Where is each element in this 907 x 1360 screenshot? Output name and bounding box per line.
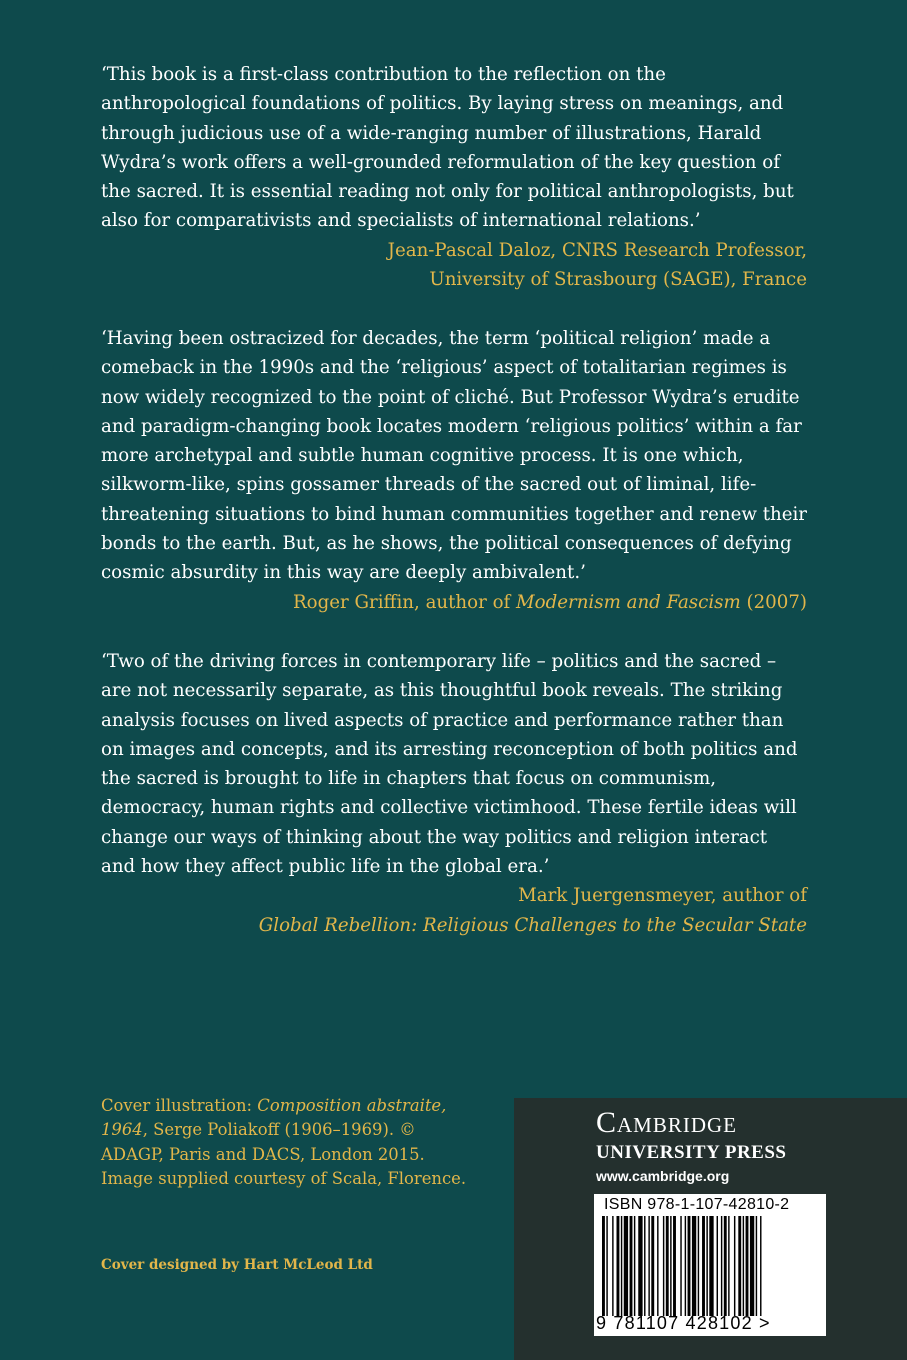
barcode-bar: [698, 1216, 699, 1316]
barcode-bar: [670, 1216, 671, 1316]
barcode-bar: [738, 1216, 741, 1316]
barcode-bar: [638, 1216, 642, 1316]
barcode-bar: [666, 1216, 669, 1316]
barcode-bar: [746, 1216, 749, 1316]
cover-illustration-credit: [101, 1094, 481, 1191]
barcode-bar: [673, 1216, 676, 1316]
barcode-bar: [692, 1216, 696, 1316]
barcode-bar: [648, 1216, 649, 1316]
attribution-book-title: Modernism and Fascism: [516, 591, 741, 613]
quote-text: ‘Two of the driving forces in contemporary life – politics and the sacred – are not necessarily separate, as this thoughtful book reveals. The striking analysis focuses on lived aspects of practice and performance rather than on images and concepts, and its arresting reconception of both politics and the sacred is brought to life in chapters that focus on communism, democracy, human rights and collective victimhood. These fertile ideas will change our ways of thinking about the way politics and religion interact and how they affect public life in the global era.’: [101, 651, 798, 878]
quote-attribution: [101, 588, 807, 617]
barcode-bar: [717, 1216, 718, 1316]
publisher-subtitle: UNIVERSITY PRESS: [596, 1142, 787, 1163]
barcode-bar: [630, 1216, 633, 1316]
quote-attribution-line: Jean-Pascal Daloz, CNRS Research Professor,: [387, 239, 807, 261]
barcode-bar: [617, 1216, 620, 1316]
barcode-bar: [760, 1216, 761, 1316]
barcode-bar: [651, 1216, 654, 1316]
barcode-bars: [602, 1216, 816, 1316]
isbn-label: ISBN 978-1-107-42810-2: [604, 1196, 790, 1213]
barcode-bar: [702, 1216, 705, 1316]
credit-details: , Serge Poliakoff (1906–1969). © ADAGP, Paris and DACS, London 2015. Image supplied courtesy of Scala, Florence.: [101, 1120, 467, 1188]
quote-attribution-line: Mark Juergensmeyer, author of: [518, 885, 807, 907]
barcode-bar: [680, 1216, 681, 1316]
barcode-bar: [756, 1216, 757, 1316]
publisher-url: www.cambridge.org: [596, 1168, 730, 1184]
barcode-bar: [721, 1216, 722, 1316]
credit-prefix: Cover illustration:: [101, 1096, 258, 1115]
barcode-bar: [728, 1216, 729, 1316]
cover-designer-credit: Cover designed by Hart McLeod Ltd: [101, 1257, 373, 1273]
barcode-bar: [634, 1216, 635, 1316]
barcode-panel: [594, 1194, 826, 1336]
barcode-bar: [621, 1216, 622, 1316]
barcode-bar: [624, 1216, 628, 1316]
barcode-bar: [688, 1216, 691, 1316]
barcode-bar: [657, 1216, 658, 1316]
quote-attribution-line: University of Strasbourg (SAGE), France: [429, 269, 807, 291]
review-quote-1: [101, 60, 807, 294]
barcode-bar: [724, 1216, 727, 1316]
review-quote-3: [101, 647, 807, 940]
barcode-bar: [606, 1216, 607, 1316]
attribution-prefix: Roger Griffin, author of: [292, 591, 517, 613]
barcode-bar: [685, 1216, 686, 1316]
barcode-bar: [612, 1216, 613, 1316]
quote-text: ‘This book is a first-class contribution to the reflection on the anthropological foundations of politics. By laying stress on meanings, and through judicious use of a wide-ranging number of illustrations, Harald Wydra’s work offers a well-grounded reformulation of the key question of the sacred. It is essential reading not only for political anthropologists, but also for comparativists and specialists of international relations.’: [101, 64, 794, 232]
barcode-bar: [663, 1216, 664, 1316]
quote-attribution: [101, 911, 807, 940]
barcode-bar: [644, 1216, 645, 1316]
barcode-number: 9 781107 428102 >: [596, 1313, 771, 1333]
barcode-bar: [709, 1216, 713, 1316]
credit-artwork-title: Composition abstraite, 1964: [101, 1096, 447, 1140]
barcode-bar: [743, 1216, 744, 1316]
barcode-bar: [734, 1216, 735, 1316]
barcode-bar: [750, 1216, 754, 1316]
publisher-name: Cambridge: [596, 1106, 738, 1139]
barcode-bar: [706, 1216, 707, 1316]
attribution-suffix: (2007): [740, 591, 807, 613]
publisher-block: [514, 1098, 907, 1360]
quote-text: ‘Having been ostracized for decades, the term ‘political religion’ made a comeback in the 1990s and the ‘religious’ aspect of totalitarian regimes is now widely recognized to the point of cliché. But Professor Wydra’s erudite and paradigm-changing book locates modern ‘religious politics’ within a far more archetypal and subtle human cognitive process. It is one which, silkworm-like, spins gossamer threads of the sacred out of liminal, life-threatening situations to bind human communities together and renew their bonds to the earth. But, as he shows, the political consequences of defying cosmic absurdity in this way are deeply ambivalent.’: [101, 328, 807, 584]
review-quote-2: [101, 324, 807, 617]
barcode-bar: [602, 1216, 605, 1316]
attribution-book-title: Global Rebellion: Religious Challenges to the Secular State: [258, 914, 807, 936]
